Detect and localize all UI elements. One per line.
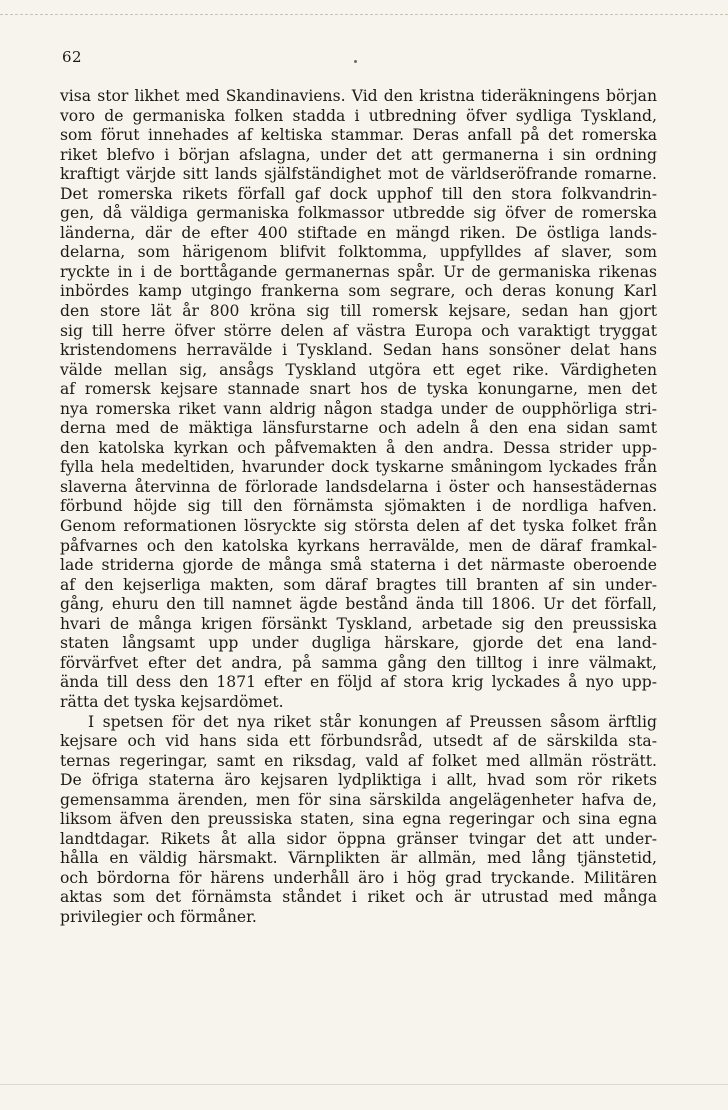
text-line: påfvarnes och den katolska kyrkans herravälde, men de däraf framkal- bbox=[60, 536, 657, 555]
text-line: förbund höjde sig till den förnämsta sjömakten i de nordliga hafven. bbox=[60, 497, 657, 516]
paragraph-start-line: I spetsen för det nya riket står konungen af Preussen såsom ärftlig bbox=[88, 712, 657, 731]
text-line: Det romerska rikets förfall gaf dock upphof till den stora folkvandrin- bbox=[60, 184, 657, 203]
text-line: gång, ehuru den till namnet ägde bestånd ända till 1806. Ur det förfall, bbox=[60, 595, 657, 614]
text-line: lade striderna gjorde de många små staterna i det närmaste oberoende bbox=[60, 556, 657, 575]
text-line: Genom reformationen lösryckte sig största delen af det tyska folket från bbox=[60, 517, 657, 536]
text-line: staten långsamt upp under dugliga härskare, gjorde det ena land- bbox=[60, 634, 657, 653]
text-line: af romersk kejsare stannade snart hos de tyska konungarne, men det bbox=[60, 380, 657, 399]
text-line: kejsare och vid hans sida ett förbundsråd, utsedt af de särskilda sta- bbox=[60, 732, 657, 751]
text-line: sig till herre öfver större delen af västra Europa och varaktigt tryggat bbox=[60, 321, 657, 340]
ink-speck bbox=[354, 60, 357, 63]
text-line: välde mellan sig, ansågs Tyskland utgöra ett eget rike. Värdigheten bbox=[60, 360, 657, 379]
text-line: den katolska kyrkan och påfvemakten å den andra. Dessa strider upp- bbox=[60, 438, 657, 457]
text-line: fylla hela medeltiden, hvarunder dock tyskarne småningom lyckades från bbox=[60, 458, 657, 477]
text-line: hvari de många krigen försänkt Tyskland, arbetade sig den preussiska bbox=[60, 614, 657, 633]
text-line: De öfriga staterna äro kejsaren lydpliktiga i allt, hvad som rör rikets bbox=[60, 771, 657, 790]
page-number: 62 bbox=[62, 48, 83, 66]
text-line: hålla en väldig härsmakt. Värnplikten är allmän, med lång tjänstetid, bbox=[60, 849, 657, 868]
top-edge-rule bbox=[0, 14, 728, 15]
paragraph-end-line: rätta det tyska kejsardömet. bbox=[60, 692, 284, 711]
text-line: och bördorna för härens underhåll äro i hög grad tryckande. Militären bbox=[60, 868, 657, 887]
text-line: ryckte in i de borttågande germanernas spår. Ur de germaniska rikenas bbox=[60, 262, 657, 281]
paragraph-end-line: privilegier och förmåner. bbox=[60, 907, 257, 926]
text-line: gemensamma ärenden, men för sina särskilda angelägenheter hafva de, bbox=[60, 790, 657, 809]
text-line: nya romerska riket vann aldrig någon stadga under de oupphörliga stri- bbox=[60, 399, 657, 418]
text-line: liksom äfven den preussiska staten, sina egna regeringar och sina egna bbox=[60, 810, 657, 829]
text-line: derna med de mäktiga länsfurstarne och adeln å den ena sidan samt bbox=[60, 419, 657, 438]
bottom-edge-rule bbox=[0, 1084, 728, 1085]
text-line: kristendomens herravälde i Tyskland. Sedan hans sonsöner delat hans bbox=[60, 341, 657, 360]
text-line: voro de germaniska folken stadda i utbredning öfver sydliga Tyskland, bbox=[60, 106, 657, 125]
text-line: som förut innehades af keltiska stammar. Deras anfall på det romerska bbox=[60, 126, 657, 145]
text-line: länderna, där de efter 400 stiftade en mängd riken. De östliga lands- bbox=[60, 223, 657, 242]
text-line: inbördes kamp utgingo frankerna som segrare, och deras konung Karl bbox=[60, 282, 657, 301]
text-line: gen, då väldiga germaniska folkmassor utbredde sig öfver de romerska bbox=[60, 204, 657, 223]
text-line: visa stor likhet med Skandinaviens. Vid den kristna tideräkningens början bbox=[60, 87, 657, 105]
text-line: ända till dess den 1871 efter en följd af stora krig lyckades å nyo upp- bbox=[60, 673, 657, 692]
body-text bbox=[60, 87, 657, 928]
text-line: aktas som det förnämsta ståndet i riket och är utrustad med många bbox=[60, 888, 657, 907]
text-line: ternas regeringar, samt en riksdag, vald af folket med allmän rösträtt. bbox=[60, 751, 657, 770]
text-line: förvärfvet efter det andra, på samma gång den tilltog i inre välmakt, bbox=[60, 653, 657, 672]
text-line: riket blefvo i början afslagna, under det att germanerna i sin ordning bbox=[60, 145, 657, 164]
text-line: af den kejserliga makten, som däraf bragtes till branten af sin under- bbox=[60, 575, 657, 594]
text-line: kraftigt värjde sitt lands själfständighet mot de världseröfrande romarne. bbox=[60, 165, 657, 184]
text-line: delarna, som härigenom blifvit folktomma, uppfylldes af slaver, som bbox=[60, 243, 657, 262]
text-line: landtdagar. Rikets åt alla sidor öppna gränser tvingar det att under- bbox=[60, 829, 657, 848]
text-line: den store lät år 800 kröna sig till romersk kejsare, sedan han gjort bbox=[60, 302, 657, 321]
text-line: slaverna återvinna de förlorade landsdelarna i öster och hansestädernas bbox=[60, 477, 657, 496]
